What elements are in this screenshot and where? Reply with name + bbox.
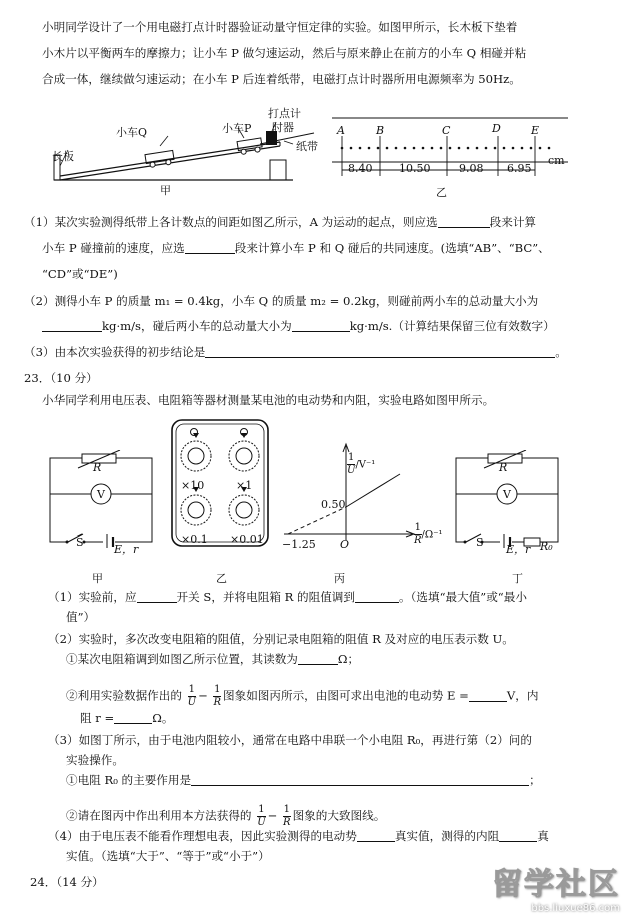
tape-unit: cm	[548, 154, 565, 167]
figure-jia-23-caption: 甲	[92, 572, 103, 585]
answer-blank[interactable]	[292, 319, 350, 332]
board-label: 长板	[52, 150, 74, 163]
answer-blank[interactable]	[185, 241, 235, 254]
tape-segment-bc: 10.50	[399, 162, 431, 175]
circuit-jia-voltmeter-label: V	[97, 488, 105, 501]
fraction-1-over-r: $\frac{1}{R}$	[213, 684, 222, 708]
figure-jia-caption: 甲	[160, 184, 171, 197]
answer-blank[interactable]	[355, 590, 399, 603]
tape-segment-de: 6.95	[507, 162, 532, 175]
q22-part2-line2: kg·m/s，碰后两小车的总动量大小为 kg·m/s.（计算结果保留三位有效数字）	[42, 318, 555, 334]
q22-intro-line1: 小明同学设计了一个用电磁打点计时器验证动量守恒定律的实验。如图甲所示，长木板下垫着	[42, 20, 518, 34]
q22-part1-line3: “CD”或“DE”)	[42, 267, 118, 281]
dial-label-x0.01: ×0.01	[230, 533, 264, 546]
circuit-ding-battery-label: E，r	[506, 543, 531, 556]
graph-y-axis-label: $\frac{1}{U}$ /V⁻¹	[347, 452, 376, 476]
tape-segment-cd: 9.08	[459, 162, 484, 175]
tape-segment-ab: 8.40	[348, 162, 373, 175]
q24-heading: 24．（14 分）	[30, 875, 104, 889]
graph-x-axis-label: $\frac{1}{R}$ /Ω⁻¹	[414, 522, 443, 546]
tape-point-b: B	[376, 124, 385, 137]
q22-part1-line1: （1）某次实验测得纸带上各计数点的间距如图乙所示，A 为运动的起点，则应选 段来计算	[24, 215, 537, 229]
q23-part3-line2: 实验操作。	[66, 753, 124, 767]
circuit-jia-battery-label: E，r	[114, 543, 139, 556]
car-q-label: 小车Q	[116, 126, 148, 139]
circuit-jia-switch-label: S	[76, 536, 84, 549]
answer-blank[interactable]	[499, 829, 537, 842]
figure-ding-caption: 丁	[512, 572, 523, 585]
q23-part4-line2: 实值。（选填“大于”、“等于”或“小于”）	[66, 849, 270, 863]
watermark-title: 留学社区	[492, 867, 620, 902]
figure-yi-23-caption: 乙	[216, 572, 227, 585]
fraction-1-over-u: $\frac{1}{U}$	[257, 804, 266, 828]
q23-intro: 小华同学利用电压表、电阻箱等器材测量某电池的电动势和内阻，实验电路如图甲所示。	[42, 393, 495, 407]
figure-yi-caption: 乙	[436, 186, 447, 199]
q23-part1-line2: 值”）	[66, 610, 96, 624]
answer-blank[interactable]	[42, 319, 102, 332]
answer-blank[interactable]	[114, 711, 152, 724]
q22-part3: （3）由本次实验获得的初步结论是 。	[24, 345, 567, 359]
tape-label: 纸带	[296, 140, 318, 153]
q23-heading: 23．（10 分）	[24, 371, 98, 385]
q22-intro-line3: 合成一体，继续做匀速运动；在小车 P 后连着纸带，电磁打点计时器所用电源频率为 50Hz。	[42, 72, 521, 86]
q23-part2-item2-cont: 阻 r = Ω。	[80, 711, 174, 725]
graph-x-intercept: −1.25	[282, 538, 316, 551]
circuit-ding-voltmeter-label: V	[503, 488, 511, 501]
q23-part3-item1: ①电阻 R₀ 的主要作用是 ；	[66, 773, 541, 787]
q22-part1-line2: 小车 P 碰撞前的速度，应选 段来计算小车 P 和 Q 碰后的共同速度。(选填“AB”、“BC”、	[42, 241, 550, 255]
dial-label-x1: ×1	[236, 479, 253, 492]
graph-intercept-value: 0.50	[321, 498, 346, 511]
q23-part2-item2: ②利用实验数据作出的 $\frac{1}{U}$ − $\frac{1}{R}$ 图象如图丙所示，由图可求出电池的电动势 E = V，内	[66, 684, 539, 708]
circuit-jia-r-label: R	[93, 461, 102, 474]
answer-blank[interactable]	[469, 689, 507, 702]
timer-label-2: 时器	[272, 121, 294, 134]
q22-part2-line1: （2）测得小车 P 的质量 m₁ = 0.4kg，小车 Q 的质量 m₂ = 0.2kg，则碰前两小车的总动量大小为	[24, 294, 539, 308]
circuit-ding-r0-label: R₀	[540, 540, 553, 553]
answer-blank[interactable]	[137, 590, 177, 603]
fraction-1-over-r: $\frac{1}{R}$	[283, 804, 291, 828]
dial-label-x10: ×10	[181, 479, 205, 492]
tape-point-e: E	[531, 124, 540, 137]
q23-part3-line1: （3）如图丁所示，由于电池内阻较小，通常在电路中串联一个小电阻 R₀，再进行第（2）问的	[48, 733, 532, 747]
tape-dots	[341, 147, 551, 150]
q23-part3-item2: ②请在图丙中作出利用本方法获得的 $\frac{1}{U}$ − $\frac{1}{R}$ 图象的大致图线。	[66, 804, 386, 828]
timer-label-1: 打点计	[268, 107, 301, 120]
q22-intro-line2: 小木片以平衡两车的摩擦力；让小车 P 做匀速运动，然后与原来静止在前方的小车 Q 相碰并粘	[42, 46, 527, 60]
q23-part2-line1: （2）实验时，多次改变电阻箱的阻值，分别记录电阻箱的阻值 R 及对应的电压表示数 U。	[48, 632, 514, 646]
graph-origin-label: O	[340, 538, 350, 551]
figure-bing-caption: 丙	[334, 572, 345, 585]
tape-point-c: C	[442, 124, 451, 137]
circuit-ding-switch-label: S	[476, 536, 484, 549]
answer-blank[interactable]	[205, 345, 555, 358]
tape-point-d: D	[492, 122, 501, 135]
answer-blank[interactable]	[191, 773, 529, 786]
answer-blank[interactable]	[298, 652, 338, 665]
q23-part1-line1: （1）实验前，应 开关 S，并将电阻箱 R 的阻值调到 。（选填“最大值”或“最小	[48, 590, 527, 604]
q23-part4-line1: （4）由于电压表不能看作理想电表，因此实验测得的电动势 真实值，测得的内阻 真	[48, 829, 549, 843]
tape-point-a: A	[337, 124, 345, 137]
circuit-ding-r-label: R	[499, 461, 508, 474]
watermark-logo	[450, 868, 620, 920]
watermark-url: bbs.liuxue86.com	[531, 903, 620, 914]
answer-blank[interactable]	[438, 215, 490, 228]
answer-blank[interactable]	[357, 829, 395, 842]
fraction-1-over-u: $\frac{1}{U}$	[187, 684, 197, 708]
car-p-label: 小车P	[222, 122, 252, 135]
q23-part2-item1: ①某次电阻箱调到如图乙所示位置，其读数为 Ω；	[66, 652, 360, 666]
dial-label-x0.1: ×0.1	[181, 533, 208, 546]
